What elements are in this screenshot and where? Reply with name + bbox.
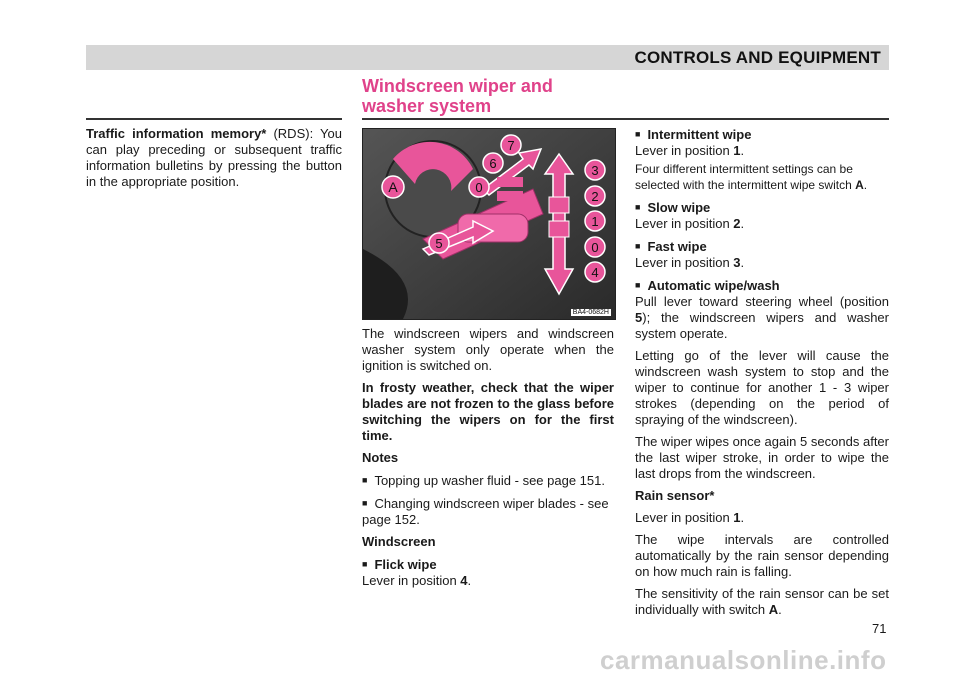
auto-text-b: ); the windscreen wipers and washer system operate.	[635, 310, 889, 341]
traffic-info-text: (RDS): You can play preceding or subsequent traffic information bulletins by pressing the button in the appropriate position.	[86, 126, 342, 189]
label-4: 4	[591, 265, 599, 280]
fast-block: ■ Fast wipe Lever in position 3.	[635, 238, 889, 271]
intro-paragraph: The windscreen wipers and windscreen washer system only operate when the ignition is switched on.	[362, 326, 614, 373]
fast-lever: Lever in position	[635, 255, 730, 270]
label-7: 7	[507, 138, 515, 153]
intermittent-switch: A	[855, 178, 864, 192]
header-bar	[86, 45, 889, 70]
traffic-info-paragraph	[86, 126, 342, 190]
slow-wipe-heading: ■ Slow wipe	[635, 200, 710, 215]
label-3: 3	[591, 163, 599, 178]
rain-lever-paragraph: Lever in position 1.	[635, 510, 745, 525]
label-0-left: 0	[475, 180, 483, 195]
label-a: A	[388, 179, 398, 195]
page-number: 71	[872, 621, 887, 636]
sensitivity-text: The sensitivity of the rain sensor can be set individually with switch	[635, 586, 889, 617]
auto-block	[635, 277, 889, 342]
watermark: carmanualsonline.info	[600, 645, 887, 675]
right-divider	[362, 118, 889, 120]
note-text: Topping up washer fluid - see page 151.	[374, 473, 605, 488]
wiper-lever-figure	[362, 128, 616, 320]
rain-sensor-heading: Rain sensor*	[635, 488, 715, 503]
flick-wipe-block	[362, 556, 614, 589]
slow-block: ■ Slow wipe Lever in position 2.	[635, 199, 889, 232]
note-item	[362, 472, 614, 489]
flick-wipe-dot: .	[467, 573, 472, 588]
middle-column	[362, 326, 614, 589]
flick-wipe-position: 4	[460, 573, 468, 588]
note-item	[362, 495, 614, 528]
right-column	[635, 126, 889, 624]
label-2: 2	[591, 189, 599, 204]
windscreen-heading: Windscreen	[362, 534, 436, 549]
fast-wipe-heading: ■ Fast wipe	[635, 239, 707, 254]
label-1: 1	[591, 214, 599, 229]
intermittent-heading: ■ Intermittent wipe	[635, 127, 751, 142]
slow-lever: Lever in position	[635, 216, 730, 231]
intermittent-lever: Lever in position	[635, 143, 730, 158]
auto-text-a: Pull lever toward steering wheel (position	[635, 294, 889, 309]
sensitivity-paragraph: The sensitivity of the rain sensor can be set individually with switch A.	[635, 586, 889, 617]
section-title-line1: Windscreen wiper and	[362, 76, 553, 96]
label-0-right: 0	[591, 240, 599, 255]
label-6: 6	[489, 156, 497, 171]
auto-position: 5	[635, 310, 643, 325]
flick-wipe-heading: ■ Flick wipe	[362, 557, 437, 572]
intermittent-position: 1	[733, 143, 741, 158]
section-title-line2: washer system	[362, 96, 492, 116]
sensitivity-switch: A	[768, 602, 779, 617]
left-column	[86, 126, 342, 196]
slow-position: 2	[733, 216, 741, 231]
figure-code: BA4-0682H	[572, 309, 609, 316]
once-again-paragraph: The wiper wipes once again 5 seconds after the last wiper stroke, in order to wipe the last drops from the windscreen.	[635, 434, 889, 481]
intermittent-desc-paragraph: Four different intermittent settings can be selected with the intermittent wipe switch A.	[635, 162, 868, 192]
letting-go-paragraph: Letting go of the lever will cause the windscreen wash system to stop and the wiper to continue for another 1 - 3 wiper strokes (depending on the period of spraying of the windscreen).	[635, 348, 889, 427]
left-divider	[86, 118, 342, 120]
wiper-lever-illustration	[363, 129, 615, 319]
flick-wipe-text: Lever in position	[362, 573, 457, 588]
traffic-info-term: Traffic information memory*	[86, 126, 267, 141]
header-title: CONTROLS AND EQUIPMENT	[634, 48, 881, 67]
label-5: 5	[435, 236, 443, 251]
rain-text: The wipe intervals are controlled automatically by the rain sensor depending on how much rain is falling.	[635, 532, 889, 579]
rain-lever: Lever in position	[635, 510, 730, 525]
rain-position: 1	[733, 510, 741, 525]
auto-wipe-heading: ■ Automatic wipe/wash	[635, 278, 780, 293]
frost-warning: In frosty weather, check that the wiper blades are not frozen to the glass before switching the wipers on for the first time.	[362, 380, 614, 443]
intermittent-block: ■ Intermittent wipe Lever in position 1.	[635, 126, 889, 159]
fast-position: 3	[733, 255, 741, 270]
section-title	[362, 76, 622, 116]
notes-heading: Notes	[362, 450, 399, 465]
note-text: Changing windscreen wiper blades - see page 152.	[362, 496, 609, 527]
intermittent-desc: Four different intermittent settings can be selected with the intermittent wipe switch	[635, 162, 853, 192]
